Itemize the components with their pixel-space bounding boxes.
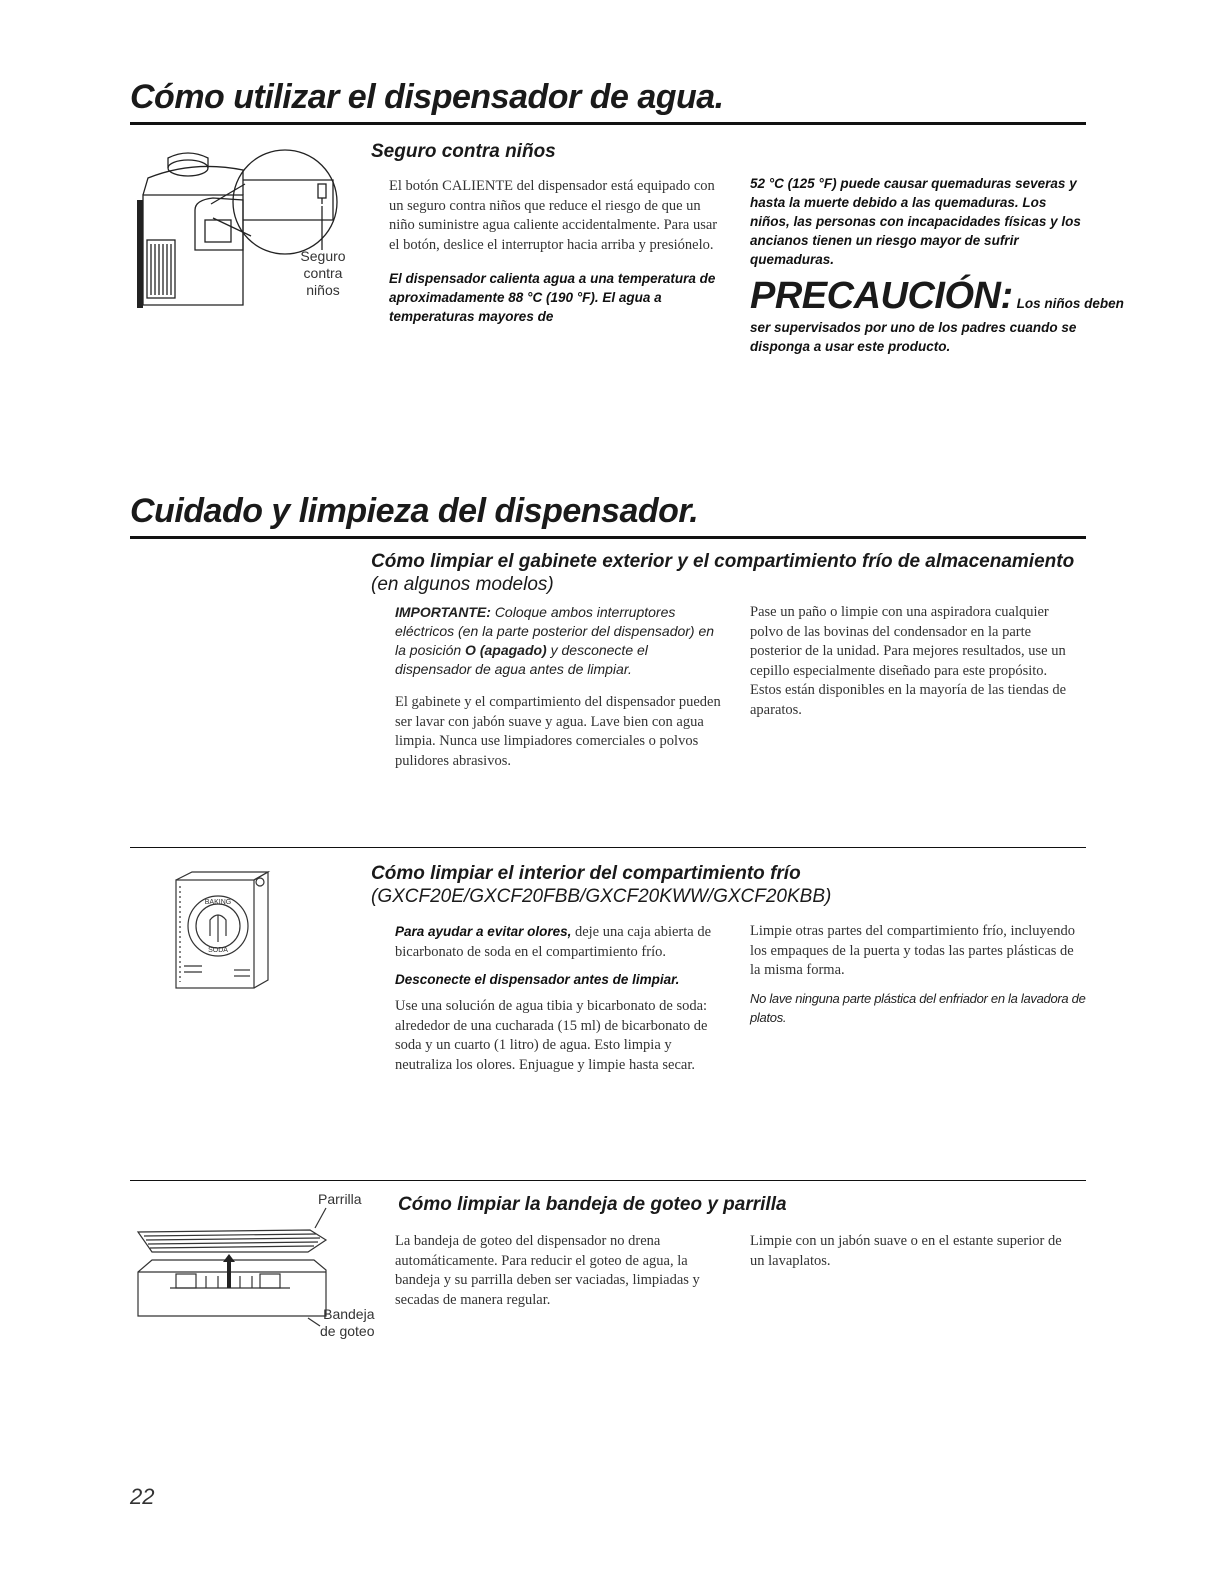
child-lock-heading: Seguro contra niños [371,141,556,162]
odors-note [395,922,720,962]
off-position: O (apagado) [465,642,547,658]
important-label: IMPORTANTE: [395,604,491,620]
drip-column-right [750,1232,1070,1271]
temperature-warning-right: 52 °C (125 °F) puede causar quemaduras severas y hasta la muerte debido a las quemaduras. Los niños, las personas con incapacidades físicas y los ancianos tienen un riesgo mayor de sufrir quemaduras. [750,176,1081,267]
baking-soda-box-illustration [172,870,272,990]
interior-column-left [395,922,720,1075]
exterior-heading-text: Cómo limpiar el gabinete exterior y el compartimiento frío de almacenamiento [371,551,1075,572]
exterior-heading-sub: (en algunos modelos) [371,574,554,595]
interior-column-right [750,922,1086,1027]
child-lock-body: El botón CALIENTE del dispensador está equipado con un seguro contra niños que reduce el riesgo de que un niño suministre agua caliente accidentalmente. Para usar el botón, deslice el interruptor hacia arriba y presiónelo. [389,178,718,253]
label-parrilla: Parrilla [318,1191,362,1207]
label-line: de goteo [320,1323,375,1339]
caution-text-start: Los niños deben [1016,296,1124,311]
label-line: Bandeja [323,1306,375,1322]
label-line: niños [306,282,340,298]
title-rule [130,536,1086,539]
section-title-dispenser-use: Cómo utilizar el dispensador de agua. [130,78,724,116]
exterior-column-right [750,603,1070,720]
temperature-warning-left: El dispensador calienta agua a una temperatura de aproximadamente 88 °C (190 °F). El agua a temperaturas mayores de [389,271,716,324]
odors-label: Para ayudar a evitar olores, [395,924,572,939]
divider [130,1180,1086,1181]
label-line: contra [303,265,343,281]
caution-line [750,275,1124,318]
disconnect-note: Desconecte el dispensador antes de limpiar. [395,972,680,987]
interior-body-left: Use una solución de agua tibia y bicarbonato de soda: alrededor de una cucharada (15 ml) de bicarbonato de soda y un cuarto (1 litro) de agua. Esto limpia y neutraliza los olores. Enjuague y limpie hasta secar. [395,998,708,1073]
drip-column-left [395,1232,715,1310]
important-note [395,603,725,679]
label-line: Seguro [300,248,346,264]
drip-body-left: La bandeja de goteo del dispensador no drena automáticamente. Para reducir el goteo de agua, la bandeja y su parrilla deben ser vaciadas, limpiadas y secadas de manera regular. [395,1233,700,1308]
child-lock-column-right [750,174,1124,356]
drip-body-right: Limpie con un jabón suave o en el estante superior de un lavaplatos. [750,1233,1062,1269]
divider [130,847,1086,848]
title-rule [130,122,1086,125]
drip-heading [398,1193,1088,1216]
section-title-care-cleaning: Cuidado y limpieza del dispensador. [130,492,699,530]
exterior-body-left: El gabinete y el compartimiento del dispensador pueden ser lavar con jabón suave y agua. Lave bien con agua limpia. Nunca use limpiadores comerciales o polvos pulidores abrasivos. [395,694,721,769]
caution-word: PRECAUCIÓN: [750,275,1013,317]
odors-text: deje una caja abierta de bicarbonato de soda en el compartimiento frío. [395,924,712,960]
page-number: 22 [130,1484,155,1509]
interior-body-right: Limpie otras partes del compartimiento frío, incluyendo los empaques de la puerta y todas las partes plásticas de la misma forma. [750,923,1075,978]
interior-heading-models: (GXCF20E/GXCF20FBB/GXCF20KWW/GXCF20KBB) [371,886,832,907]
interior-heading [371,862,1086,908]
box-text-soda: SODA [208,947,228,954]
important-text: y desconecte el dispensador de agua antes de limpiar. [395,642,648,677]
drip-heading-text: Cómo limpiar la bandeja de goteo y parrilla [398,1194,787,1215]
child-lock-column-left [371,140,721,326]
important-text: Coloque ambos interruptores eléctricos (en la parte posterior del dispensador) en la posición [395,604,715,658]
exterior-heading [371,550,1086,596]
child-lock-label [298,248,348,299]
box-text-baking: BAKING [204,899,232,906]
drip-tray-illustration [130,1200,330,1330]
dishwasher-note: No lave ninguna parte plástica del enfriador en la lavadora de platos. [750,990,1086,1025]
exterior-column-left [395,603,725,771]
exterior-body-right: Pase un paño o limpie con una aspiradora cualquier polvo de las bovinas del condensador en la parte posterior de la unidad. Para mejores resultados, use un cepillo especialmente diseñado para este propósito. Estos están disponibles en la mayoría de las tiendas de aparatos. [750,604,1067,718]
interior-heading-text: Cómo limpiar el interior del compartimiento frío [371,863,801,884]
caution-text-rest: ser supervisados por uno de los padres cuando se disponga a usar este producto. [750,320,1077,354]
